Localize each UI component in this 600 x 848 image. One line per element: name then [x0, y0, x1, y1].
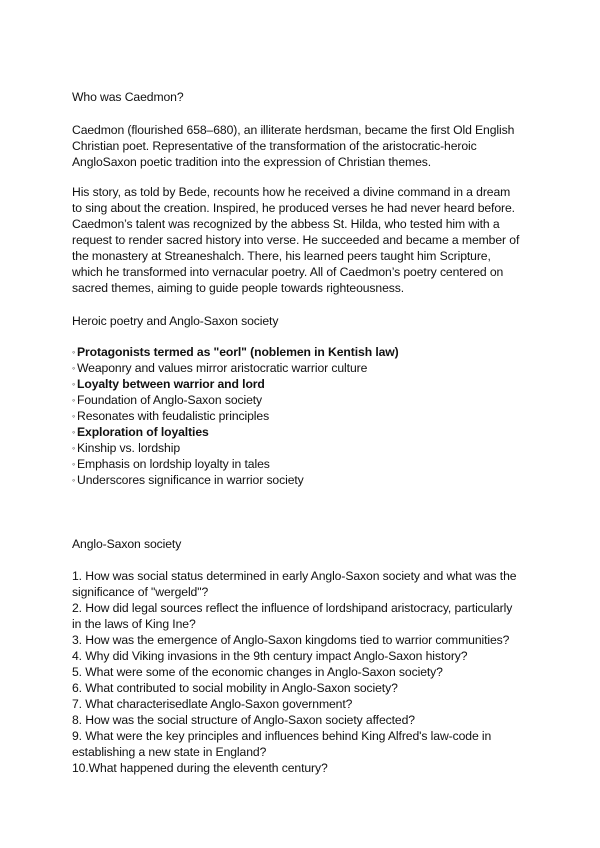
question-line: 5. What were some of the economic changes in Anglo-Saxon society? — [72, 665, 443, 679]
bullet-item — [72, 456, 270, 472]
question-line: 2. How did legal sources reflect the influence of lordshipand aristocracy, particularly — [72, 601, 513, 615]
paragraph-line: request to render sacred history into verse. He succeeded and became a member of — [72, 233, 520, 247]
bullet-item — [72, 360, 367, 376]
bullet-icon: ◦ — [72, 411, 76, 421]
bullet-text: Protagonists termed as "eorl" (noblemen in Kentish law) — [77, 345, 399, 359]
question-line: 3. How was the emergence of Anglo-Saxon kingdoms tied to warrior communities? — [72, 633, 510, 647]
bullet-text: Weaponry and values mirror aristocratic warrior culture — [77, 361, 368, 375]
question-line: 4. Why did Viking invasions in the 9th century impact Anglo-Saxon history? — [72, 649, 468, 663]
bullet-icon: ◦ — [72, 379, 76, 389]
paragraph-line: to sing about the creation. Inspired, he produced verses he had never heard before. — [72, 201, 515, 215]
paragraph-line: Caedmon’s talent was recognized by the abbess St. Hilda, who tested him with a — [72, 217, 500, 231]
paragraph-line: Caedmon (flourished 658–680), an illiterate herdsman, became the first Old English — [72, 123, 515, 137]
paragraph-line: AngloSaxon poetic tradition into the expression of Christian themes. — [72, 155, 432, 169]
bullet-text: Resonates with feudalistic principles — [77, 409, 270, 423]
bullet-text: Exploration of loyalties — [77, 425, 209, 439]
bullet-item — [72, 408, 269, 424]
paragraph-line: which he transformed into vernacular poetry. All of Caedmon’s poetry centered on — [72, 265, 504, 279]
paragraph-line: the monastery at Streaneshalch. There, his learned peers taught him Scripture, — [72, 249, 491, 263]
paragraph-line: sacred themes, aiming to guide people towards righteousness. — [72, 281, 405, 295]
question-line: establishing a new state in England? — [72, 745, 267, 759]
bullet-item — [72, 440, 180, 456]
question-line: in the laws of King Ine? — [72, 617, 196, 631]
bullet-icon: ◦ — [72, 443, 76, 453]
question-line: 7. What characterisedlate Anglo-Saxon government? — [72, 697, 353, 711]
bullet-icon: ◦ — [72, 459, 76, 469]
bullet-text: Kinship vs. lordship — [77, 441, 180, 455]
bullet-item — [72, 392, 262, 408]
question-line: 9. What were the key principles and influences behind King Alfred's law-code in — [72, 729, 492, 743]
bullet-item — [72, 424, 209, 440]
bullet-icon: ◦ — [72, 347, 76, 357]
bullet-text: Loyalty between warrior and lord — [77, 377, 265, 391]
question-line: 8. How was the social structure of Anglo-Saxon society affected? — [72, 713, 415, 727]
bullet-item — [72, 472, 304, 488]
bullet-item — [72, 344, 399, 360]
bullet-text: Underscores significance in warrior society — [77, 473, 304, 487]
question-line: 1. How was social status determined in early Anglo-Saxon society and what was the — [72, 569, 517, 583]
bullet-text: Foundation of Anglo-Saxon society — [77, 393, 263, 407]
question-line: significance of "wergeld"? — [72, 585, 209, 599]
question-line: 10.What happened during the eleventh century? — [72, 761, 328, 775]
paragraph-line: His story, as told by Bede, recounts how he received a divine command in a dream — [72, 185, 511, 199]
section-heading-heroic-poetry: Heroic poetry and Anglo-Saxon society — [72, 314, 279, 328]
section-heading-caedmon: Who was Caedmon? — [72, 90, 184, 104]
bullet-icon: ◦ — [72, 395, 76, 405]
bullet-icon: ◦ — [72, 427, 76, 437]
question-line: 6. What contributed to social mobility in Anglo-Saxon society? — [72, 681, 398, 695]
paragraph-line: Christian poet. Representative of the transformation of the aristocratic-heroic — [72, 139, 477, 153]
bullet-item — [72, 376, 265, 392]
bullet-text: Emphasis on lordship loyalty in tales — [77, 457, 270, 471]
bullet-icon: ◦ — [72, 475, 76, 485]
section-heading-anglo-saxon-society: Anglo-Saxon society — [72, 537, 182, 551]
bullet-icon: ◦ — [72, 363, 76, 373]
